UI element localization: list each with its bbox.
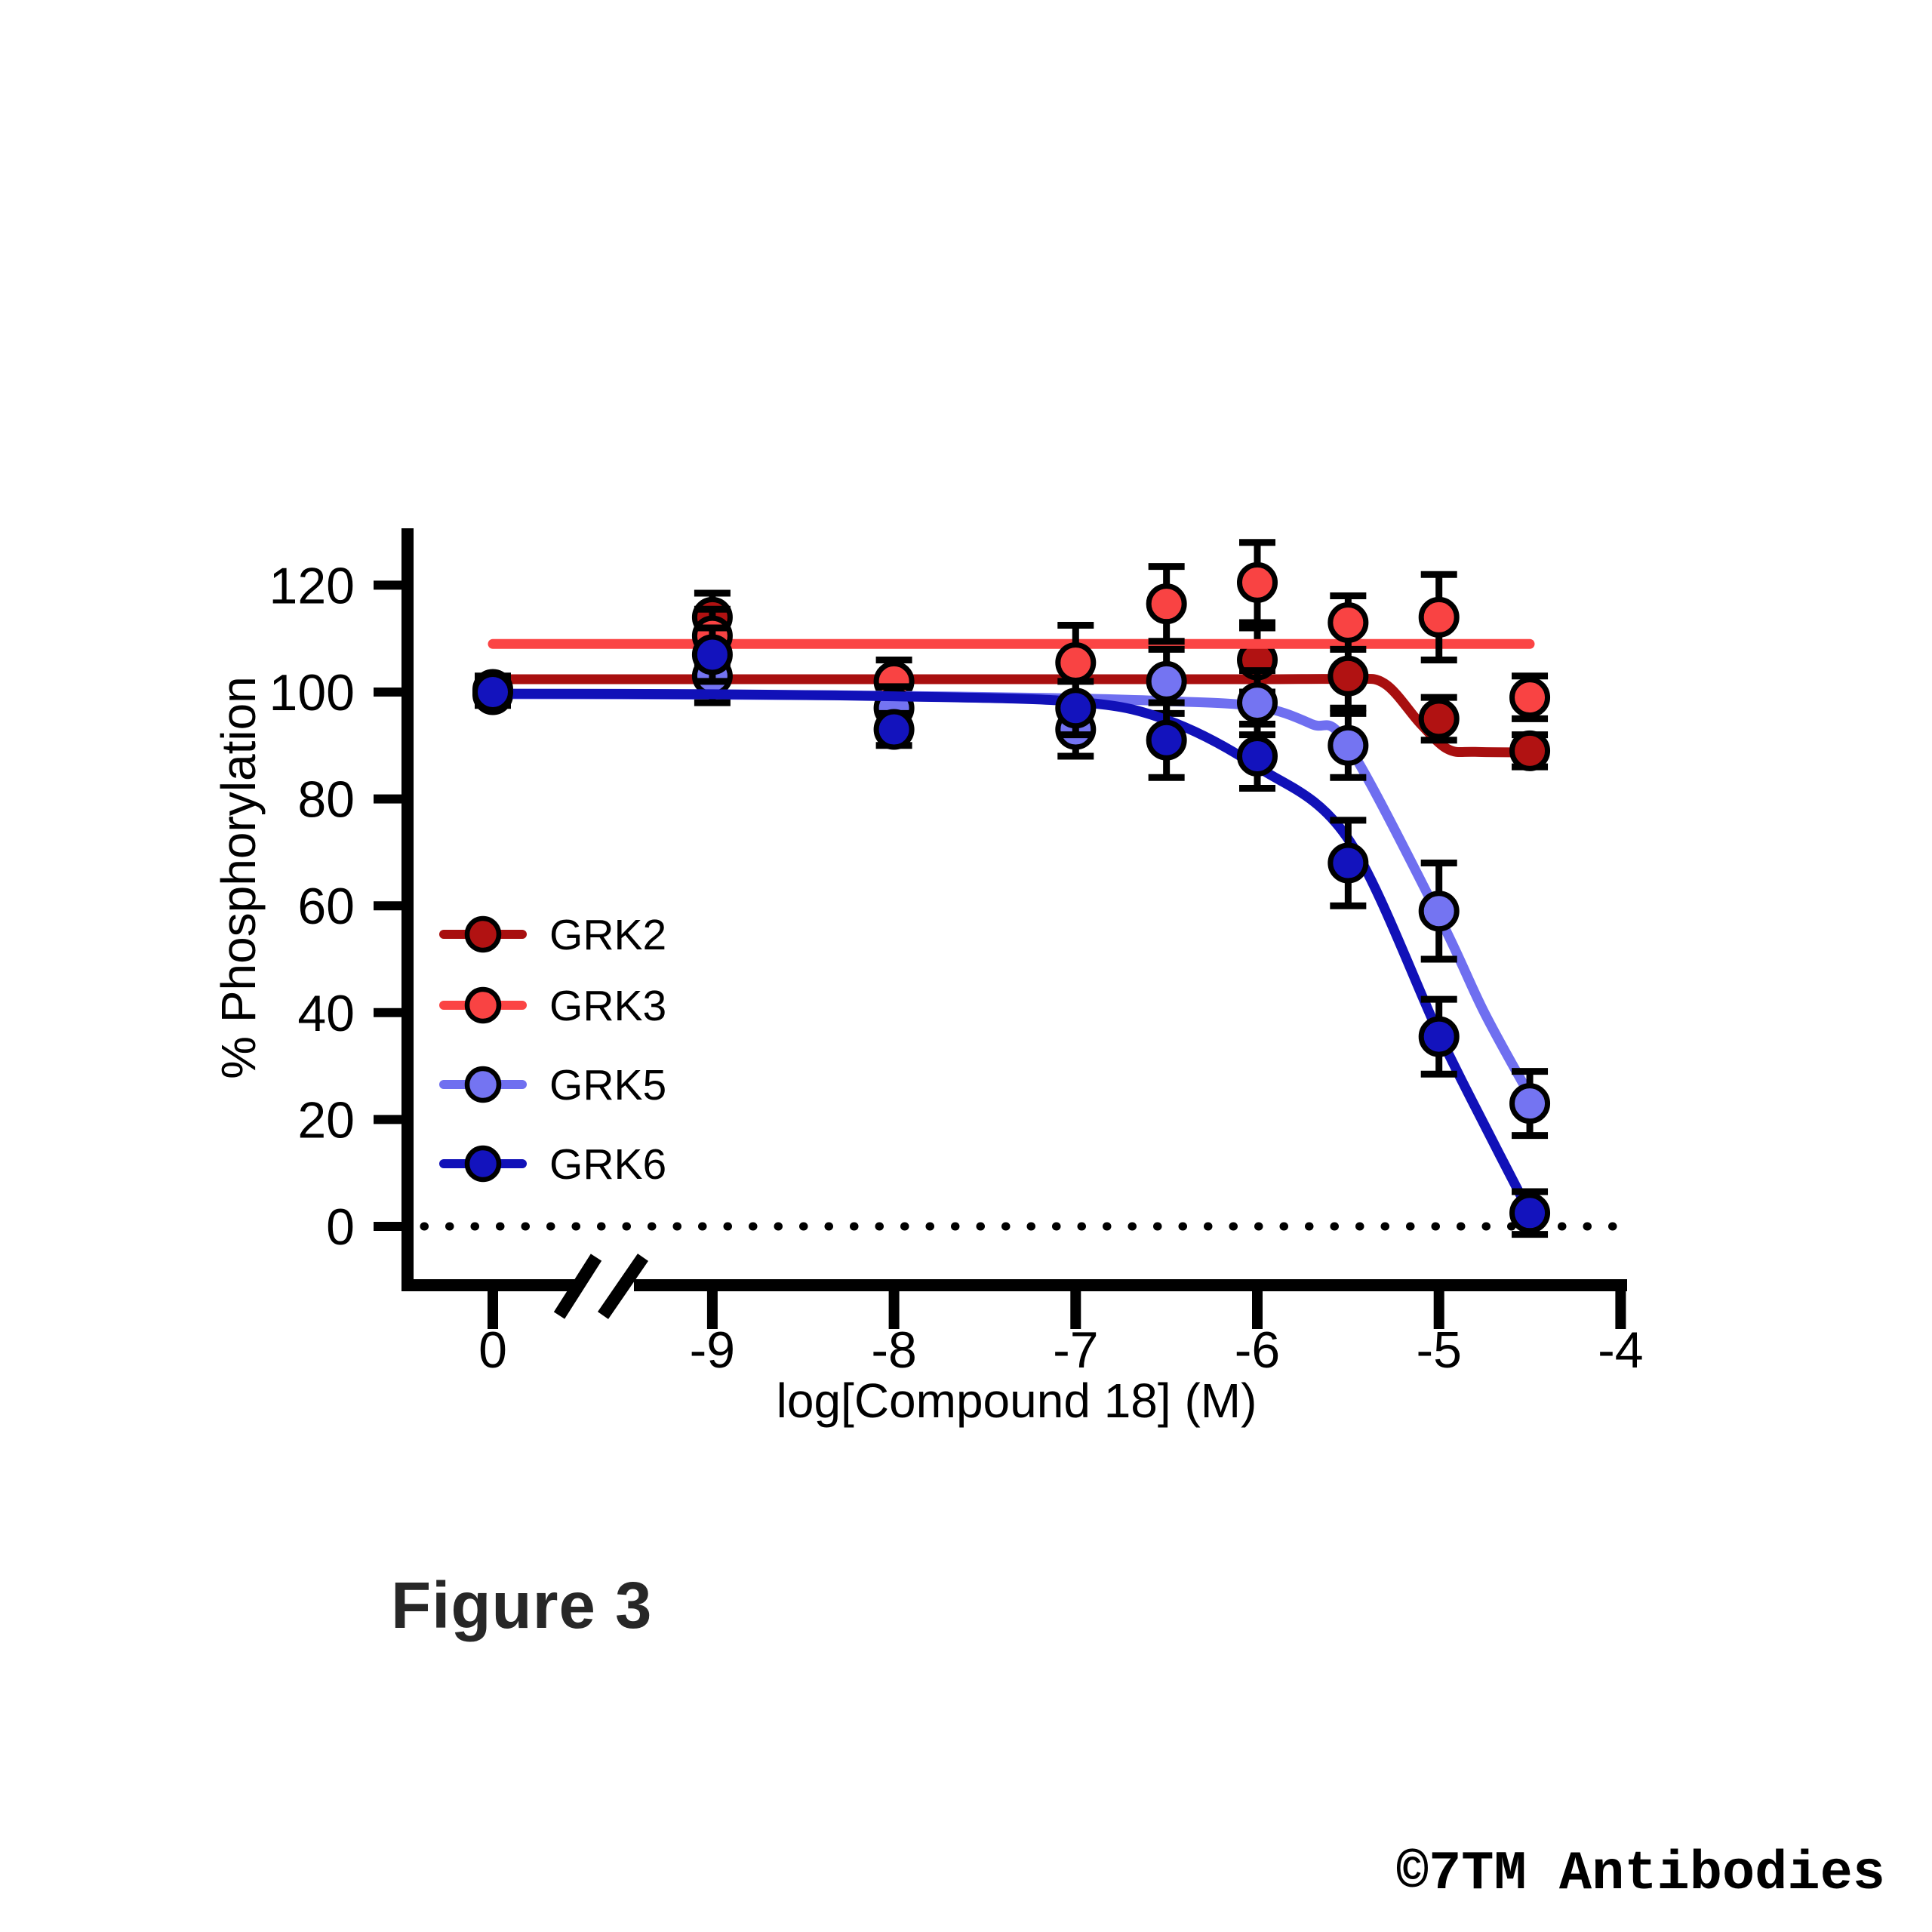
y-tick-label: 100 [269, 664, 355, 721]
legend-item-grk5 [444, 1061, 666, 1109]
grk2-data-point [1512, 733, 1548, 768]
watermark-text: ©7TM Antibodies [1395, 1843, 1885, 1905]
grk6-data-point [1240, 738, 1275, 774]
grk3-data-point [1058, 645, 1094, 681]
figure-caption: Figure 3 [391, 1569, 653, 1642]
legend-label: GRK5 [549, 1061, 667, 1109]
y-axis-title: % Phosphorylation [211, 676, 266, 1079]
x-tick-label: -8 [871, 1321, 917, 1379]
x-tick-label: -5 [1416, 1321, 1462, 1379]
legend-item-grk6 [444, 1140, 666, 1189]
y-tick-label: 0 [326, 1198, 355, 1256]
grk3-data-point [1149, 586, 1184, 622]
grk3-data-point [1512, 680, 1548, 715]
x-tick-label: 0 [478, 1321, 507, 1379]
grk2-series [475, 593, 1548, 768]
grk6-data-point [1331, 845, 1366, 881]
legend-marker-swatch [467, 1069, 499, 1100]
grk5-data-point [1149, 663, 1184, 699]
grk6-data-point [876, 712, 912, 747]
legend-marker-swatch [467, 918, 499, 950]
legend-label: GRK6 [549, 1140, 667, 1189]
y-tick-label: 80 [297, 771, 355, 829]
legend-item-grk3 [444, 982, 666, 1030]
grk3-data-point [1421, 599, 1457, 635]
grk2-data-point [1331, 658, 1366, 694]
grk6-data-point [1058, 691, 1094, 726]
x-tick-label: -4 [1598, 1321, 1644, 1379]
grk6-data-point [1149, 722, 1184, 758]
grk5-data-point [1240, 685, 1275, 721]
x-tick-label: -6 [1234, 1321, 1281, 1379]
legend-label: GRK2 [549, 911, 667, 959]
grk5-data-point [1421, 894, 1457, 929]
grk3-data-point [1240, 565, 1275, 600]
y-tick-label: 120 [269, 557, 355, 615]
y-tick-label: 40 [297, 984, 355, 1042]
grk3-data-point [1331, 605, 1366, 640]
legend [444, 911, 666, 1189]
data-series [475, 543, 1548, 1235]
grk6-data-point [1512, 1195, 1548, 1231]
grk6-data-point [1421, 1019, 1457, 1054]
x-tick-label: -7 [1053, 1321, 1099, 1379]
x-tick-label: -9 [689, 1321, 736, 1379]
grk5-data-point [1512, 1086, 1548, 1121]
y-tick-label: 20 [297, 1091, 355, 1149]
legend-marker-swatch [467, 1148, 499, 1180]
grk6-data-point [694, 637, 730, 672]
legend-marker-swatch [467, 989, 499, 1021]
legend-label: GRK3 [549, 982, 667, 1030]
grk2-data-point [1421, 701, 1457, 737]
legend-item-grk2 [444, 911, 666, 959]
grk6-data-point [475, 675, 511, 710]
y-tick-label: 60 [297, 878, 355, 936]
x-axis-break-marks [559, 1257, 643, 1315]
x-axis-title: log[Compound 18] (M) [776, 1374, 1257, 1428]
grk5-data-point [1331, 728, 1366, 763]
